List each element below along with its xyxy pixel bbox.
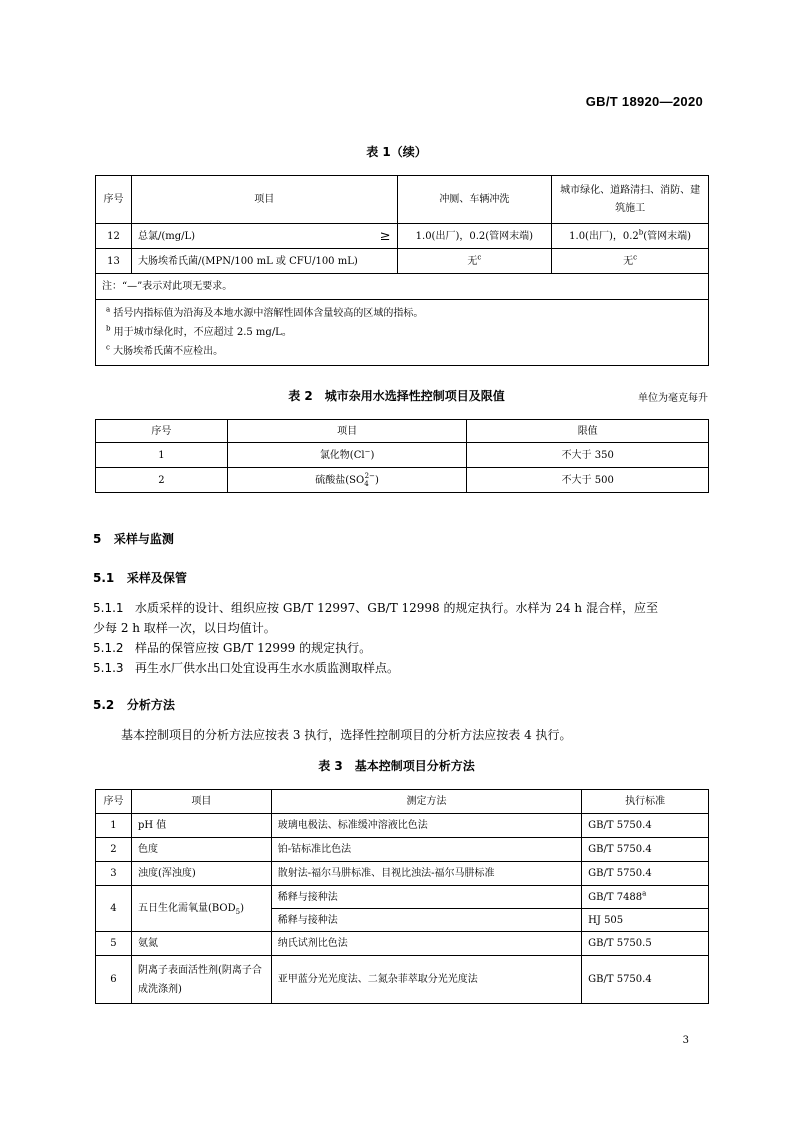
row-item: 阴离子表面活性剂(阴离子合成洗涤剂)	[131, 956, 271, 1004]
row-no: 2	[96, 468, 228, 493]
footnote-mark: a	[642, 889, 647, 898]
table1-note: 注：“—”表示对此项无要求。	[96, 274, 709, 300]
clause-text: 水质采样的设计、组织应按 GB/T 12997、GB/T 12998 的规定执行。水样为 24 h 混合样，应至	[135, 601, 658, 615]
table1-footnotes-row	[96, 300, 709, 366]
table-row	[96, 249, 709, 274]
row-no: 4	[96, 886, 132, 932]
table-row	[96, 224, 709, 249]
row-no: 6	[96, 956, 132, 1004]
table-row	[96, 838, 709, 862]
row-method: 铂-钴标准比色法	[271, 838, 581, 862]
row-standard: GB/T 5750.4	[582, 814, 709, 838]
table1-header-item: 项目	[131, 176, 397, 224]
paragraph-line	[93, 598, 713, 618]
table1-header-flush: 冲厕、车辆冲洗	[397, 176, 552, 224]
paragraph-line: 少每 2 h 取样一次，以日均值计。	[93, 621, 276, 635]
item-close: )	[375, 474, 379, 486]
clause-number: 5.1.3	[93, 661, 124, 675]
table1-header-row	[96, 176, 709, 224]
row-standard	[582, 886, 709, 909]
row-method: 稀释与接种法	[271, 909, 581, 932]
row-no: 12	[96, 224, 132, 249]
table2	[95, 419, 709, 493]
standard-text: GB/T 7488	[588, 891, 643, 903]
footnote-c	[106, 342, 698, 361]
item-text: 总氯/(mg/L)	[137, 230, 196, 242]
table3-header-no: 序号	[96, 790, 132, 814]
footnote-text: 大肠埃希氏菌不应检出。	[113, 346, 224, 357]
row-flush	[397, 249, 552, 274]
row-item	[227, 468, 467, 493]
table1	[95, 175, 709, 366]
row-method: 散射法-福尔马肼标准、目视比浊法-福尔马肼标准	[271, 862, 581, 886]
section-title: 采样与监测	[113, 532, 174, 546]
footnote-mark: b	[106, 324, 111, 333]
footnote-b	[106, 323, 698, 342]
table1-header-green: 城市绿化、道路清扫、消防、建筑施工	[552, 176, 709, 224]
table2-header-row	[96, 420, 709, 443]
row-no: 3	[96, 862, 132, 886]
green-value: 无	[623, 255, 634, 267]
row-no: 1	[96, 443, 228, 468]
table1-footnotes	[96, 300, 709, 366]
row-item	[227, 443, 467, 468]
row-standard: HJ 505	[582, 909, 709, 932]
footnote-mark: c	[106, 343, 110, 352]
row-limit: 不大于 500	[467, 468, 709, 493]
section-number: 5.1	[93, 571, 115, 585]
table1-note-row	[96, 274, 709, 300]
section52-heading	[93, 696, 175, 713]
paragraph-5-2: 基本控制项目的分析方法应按表 3 执行，选择性控制项目的分析方法应按表 4 执行。	[121, 728, 572, 742]
table3-header-standard: 执行标准	[582, 790, 709, 814]
paragraph-5-1-2	[93, 638, 371, 658]
table3-header-method: 测定方法	[271, 790, 581, 814]
table-row	[96, 443, 709, 468]
footnote-mark: a	[106, 305, 111, 314]
standard-id: GB/T 18920—2020	[585, 94, 703, 109]
section5-heading	[93, 530, 174, 547]
comparison-symbol: ≥	[379, 228, 391, 244]
table2-unit: 单位为毫克每升	[638, 393, 708, 404]
clause-text: 样品的保管应按 GB/T 12999 的规定执行。	[135, 641, 372, 655]
green-value-b: (管网末端)	[643, 230, 692, 242]
flush-value: 无	[467, 255, 478, 267]
row-item: 色度	[131, 838, 271, 862]
ion-charge: 2−	[364, 472, 375, 481]
row-method: 稀释与接种法	[271, 886, 581, 909]
green-value-a: 1.0(出厂)，0.2	[569, 230, 639, 242]
item-text: 氯化物(Cl	[319, 449, 365, 461]
row-item: 氨氮	[131, 932, 271, 956]
paragraph-5-1-3	[93, 658, 399, 678]
row-standard: GB/T 5750.4	[582, 862, 709, 886]
table1-caption: 表 1（续）	[366, 145, 427, 159]
row-standard: GB/T 5750.4	[582, 838, 709, 862]
row-item: pH 值	[131, 814, 271, 838]
table3-header-item: 项目	[131, 790, 271, 814]
footnote-mark: c	[477, 253, 482, 262]
table-row	[96, 956, 709, 1004]
table-row	[96, 932, 709, 956]
table3-caption: 表 3 基本控制项目分析方法	[318, 759, 475, 773]
item-text: 五日生化需氧量(BOD	[137, 903, 236, 914]
section-number: 5	[93, 532, 102, 546]
row-item	[131, 224, 397, 249]
footnote-mark: c	[633, 253, 638, 262]
table-row	[96, 814, 709, 838]
footnote-a	[106, 304, 698, 323]
row-method: 纳氏试剂比色法	[271, 932, 581, 956]
row-no: 13	[96, 249, 132, 274]
ion-charge: −	[364, 447, 371, 456]
row-no: 1	[96, 814, 132, 838]
footnote-text: 括号内指标值为沿海及本地水源中溶解性固体含量较高的区域的指标。	[113, 308, 424, 319]
row-no: 2	[96, 838, 132, 862]
section-title: 采样及保管	[126, 571, 187, 585]
table2-header-limit: 限值	[467, 420, 709, 443]
row-method: 亚甲蓝分光光度法、二氮杂菲萃取分光光度法	[271, 956, 581, 1004]
row-limit: 不大于 350	[467, 443, 709, 468]
clause-text: 再生水厂供水出口处宜设再生水水质监测取样点。	[135, 661, 400, 675]
clause-number: 5.1.2	[93, 641, 124, 655]
section-number: 5.2	[93, 698, 115, 712]
row-green	[552, 249, 709, 274]
row-item: 大肠埃希氏菌/(MPN/100 mL 或 CFU/100 mL)	[131, 249, 397, 274]
item-close: )	[370, 449, 375, 461]
footnote-mark: b	[638, 228, 644, 237]
table2-header-item: 项目	[227, 420, 467, 443]
row-item: 浊度(浑浊度)	[131, 862, 271, 886]
table2-header-no: 序号	[96, 420, 228, 443]
row-standard: GB/T 5750.5	[582, 932, 709, 956]
item-close: )	[240, 903, 244, 914]
section51-heading	[93, 569, 187, 586]
item-subscript: 5	[235, 908, 241, 916]
paragraph-5-1-1	[93, 598, 713, 638]
table3-header-row	[96, 790, 709, 814]
table-row	[96, 862, 709, 886]
table-row	[96, 886, 709, 909]
table3	[95, 789, 709, 1004]
table2-caption: 表 2 城市杂用水选择性控制项目及限值	[288, 389, 505, 403]
row-flush: 1.0(出厂)，0.2(管网末端)	[397, 224, 552, 249]
item-text: 硫酸盐(SO	[315, 474, 365, 486]
ion-subscript: 4	[364, 479, 369, 488]
row-standard: GB/T 5750.4	[582, 956, 709, 1004]
table-row	[96, 468, 709, 493]
row-green	[552, 224, 709, 249]
footnote-text: 用于城市绿化时，不应超过 2.5 mg/L。	[113, 327, 292, 338]
page-number: 3	[682, 1035, 689, 1046]
clause-number: 5.1.1	[93, 601, 124, 615]
section-title: 分析方法	[126, 698, 175, 712]
table1-header-no: 序号	[96, 176, 132, 224]
row-item	[131, 886, 271, 932]
row-method: 玻璃电极法、标准缓冲溶液比色法	[271, 814, 581, 838]
row-no: 5	[96, 932, 132, 956]
